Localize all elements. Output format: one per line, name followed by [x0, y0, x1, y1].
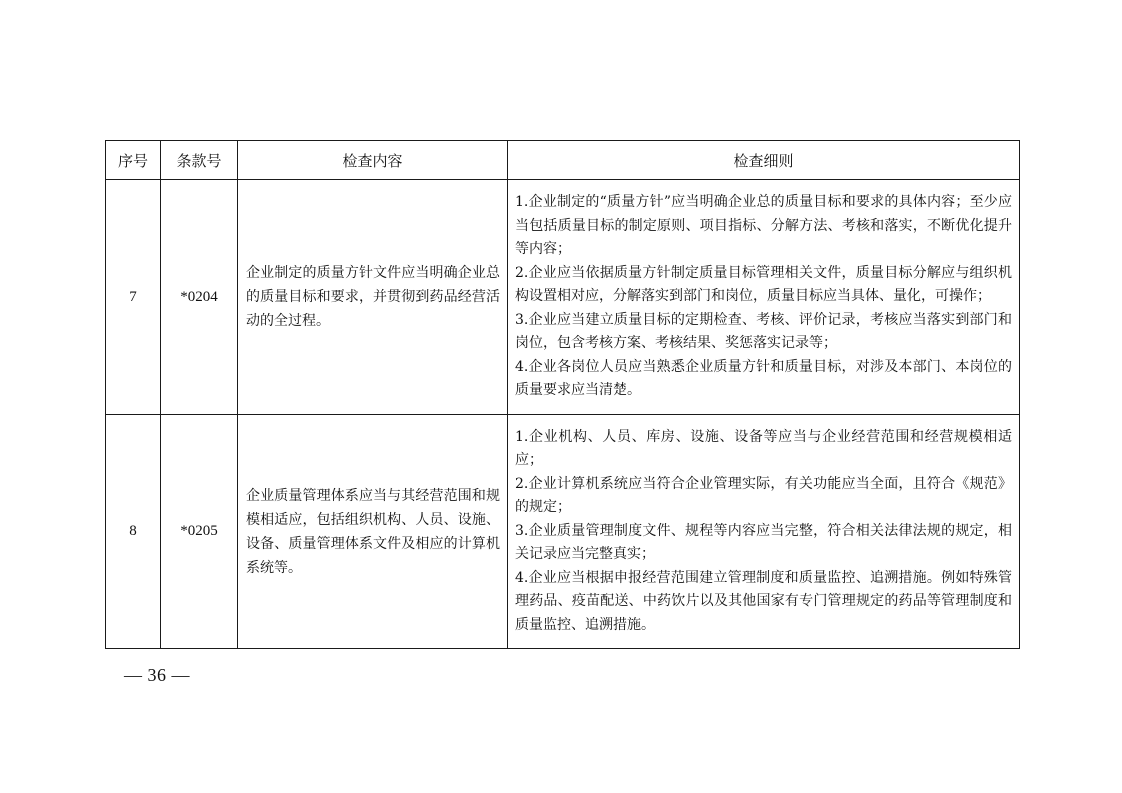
row-number: 8 — [106, 415, 161, 649]
detail-item: 1.企业制定的“质量方针”应当明确企业总的质量目标和要求的具体内容；至少应当包括质量目标的制定原则、项目指标、分解方法、考核和落实，不断优化提升等内容； — [515, 194, 1012, 258]
header-detail: 检查细则 — [508, 141, 1020, 180]
clause-number: *0205 — [161, 415, 238, 649]
header-row — [106, 141, 1020, 180]
row-number: 7 — [106, 180, 161, 415]
table-row — [106, 415, 1020, 649]
detail-item: 2.企业应当依据质量方针制定质量目标管理相关文件，质量目标分解应与组织机构设置相对应，分解落实到部门和岗位，质量目标应当具体、量化，可操作； — [515, 264, 1012, 305]
detail-item: 3.企业应当建立质量目标的定期检查、考核、评价记录，考核应当落实到部门和岗位，包含考核方案、考核结果、奖惩落实记录等； — [515, 311, 1012, 352]
page-number: — 36 — — [124, 665, 190, 685]
inspection-content: 企业质量管理体系应当与其经营范围和规模相适应，包括组织机构、人员、设施、设备、质量管理体系文件及相应的计算机系统等。 — [238, 415, 508, 649]
header-content: 检查内容 — [238, 141, 508, 180]
detail-item: 2.企业计算机系统应当符合企业管理实际，有关功能应当全面，且符合《规范》的规定； — [515, 475, 1012, 516]
inspection-table — [105, 140, 1020, 649]
inspection-content: 企业制定的质量方针文件应当明确企业总的质量目标和要求，并贯彻到药品经营活动的全过程。 — [238, 180, 508, 415]
inspection-details — [508, 180, 1020, 415]
table-header — [106, 141, 1020, 180]
detail-item: 1.企业机构、人员、库房、设施、设备等应当与企业经营范围和经营规模相适应； — [515, 428, 1012, 469]
detail-item: 4.企业应当根据申报经营范围建立管理制度和质量监控、追溯措施。例如特殊管理药品、疫苗配送、中药饮片以及其他国家有专门管理规定的药品等管理制度和质量监控、追溯措施。 — [515, 569, 1012, 633]
detail-item: 3.企业质量管理制度文件、规程等内容应当完整，符合相关法律法规的规定，相关记录应当完整真实； — [515, 522, 1012, 563]
detail-item: 4.企业各岗位人员应当熟悉企业质量方针和质量目标，对涉及本部门、本岗位的质量要求应当清楚。 — [515, 358, 1012, 399]
header-clause: 条款号 — [161, 141, 238, 180]
clause-number: *0204 — [161, 180, 238, 415]
inspection-details — [508, 415, 1020, 649]
header-no: 序号 — [106, 141, 161, 180]
table-body — [106, 180, 1020, 649]
table-row — [106, 180, 1020, 415]
